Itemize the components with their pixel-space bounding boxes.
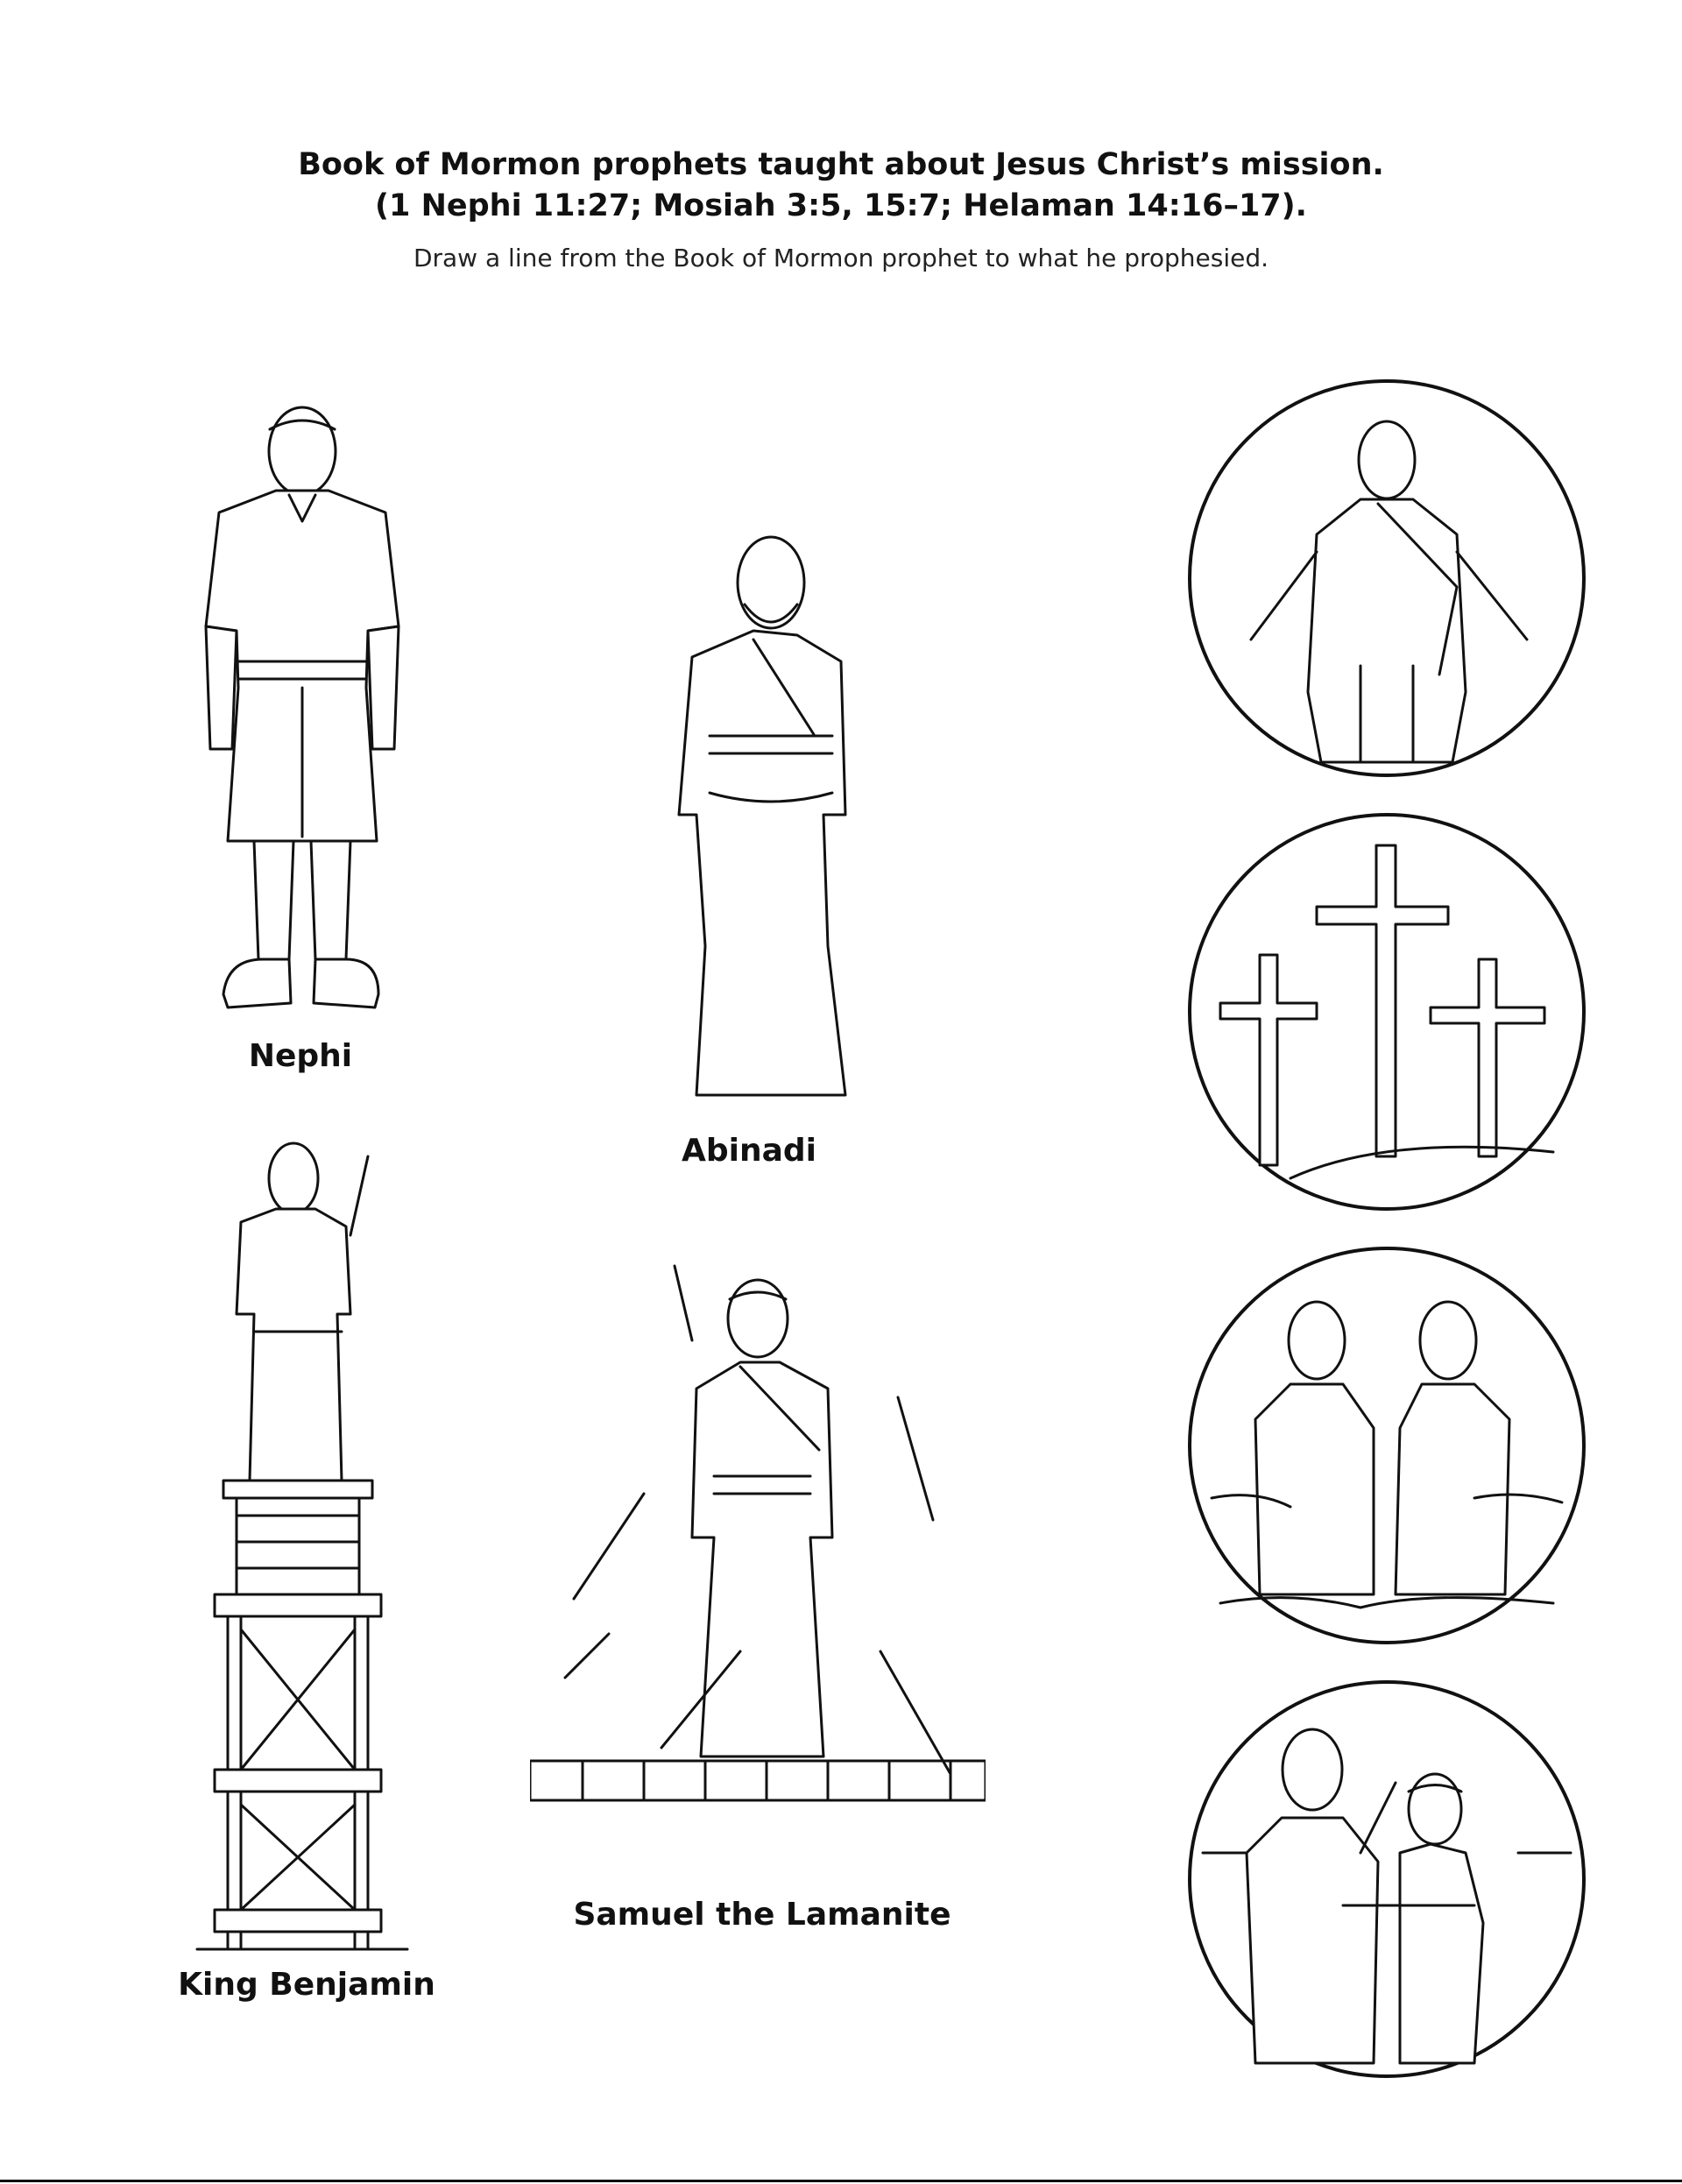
prophecy-circle-three-crosses[interactable] — [1185, 810, 1588, 1213]
prophecy-circle-resurrected-christ[interactable] — [1185, 377, 1588, 780]
king-benjamin-figure — [188, 1139, 416, 1954]
page-bottom-rule — [0, 2180, 1682, 2182]
page-title-line-2: (1 Nephi 11:27; Mosiah 3:5, 15:7; Helaman 14:16–17). — [375, 188, 1307, 223]
prophet-label-king-benjamin: King Benjamin — [178, 1967, 435, 2003]
prophecy-circle-healing[interactable] — [1185, 1678, 1588, 2081]
samuel-the-lamanite-figure — [530, 1257, 986, 1835]
prophecy-circle-baptism[interactable] — [1185, 1244, 1588, 1647]
abinadi-figure — [657, 526, 867, 1104]
prophet-label-abinadi: Abinadi — [681, 1133, 816, 1169]
prophet-label-nephi: Nephi — [248, 1038, 353, 1074]
instruction-text: Draw a line from the Book of Mormon prophet to what he prophesied. — [413, 244, 1269, 272]
prophet-label-samuel-the-lamanite: Samuel the Lamanite — [573, 1897, 951, 1933]
page-title-line-1: Book of Mormon prophets taught about Jesus Christ’s mission. — [298, 147, 1384, 182]
nephi-figure — [193, 399, 412, 1021]
